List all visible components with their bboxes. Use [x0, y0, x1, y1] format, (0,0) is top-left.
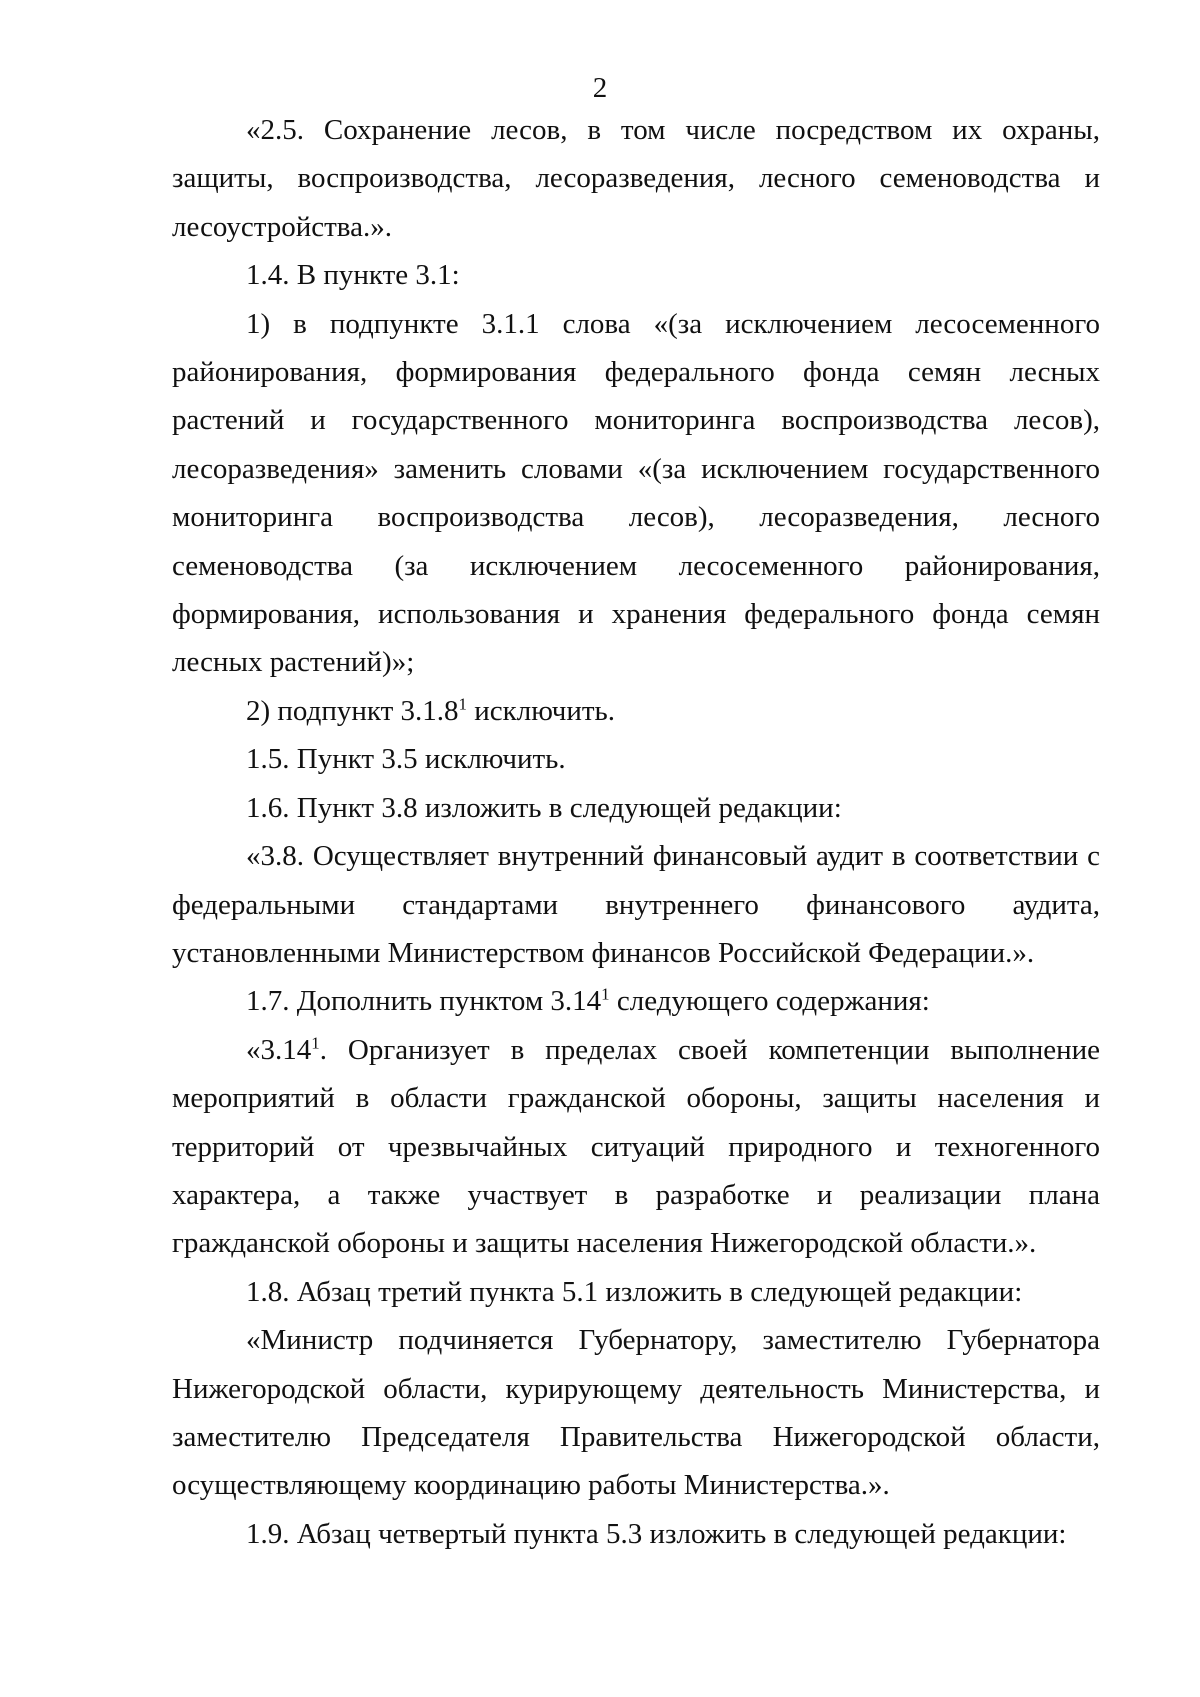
- paragraph-text: . Организует в пределах своей компетенции выполнение мероприятий в области гражданской обороны, защиты населения и территорий от чрезвычайных ситуаций природного и техногенного характера, а также участвует в разработке и реализации плана гражданской обороны и защиты населения Нижегородской области.».: [172, 1033, 1100, 1260]
- paragraph-1-9: 1.9. Абзац четвертый пункта 5.3 изложить в следующей редакции:: [246, 1517, 1067, 1550]
- superscript: 1: [311, 1033, 320, 1053]
- superscript: 1: [601, 984, 610, 1004]
- paragraph-text: исключить.: [467, 694, 616, 727]
- paragraph-text: 1.7. Дополнить пунктом 3.14: [246, 985, 602, 1018]
- paragraph-3-14-1-quote: [172, 1026, 1100, 1268]
- paragraph-1-4-item-2: [172, 687, 1100, 735]
- paragraph-1-5: 1.5. Пункт 3.5 исключить.: [246, 743, 566, 776]
- paragraph-3-8-quote: «3.8. Осуществляет внутренний финансовый аудит в соответствии с федеральными стандартами внутреннего финансового аудита, установленными Министерством финансов Российской Федерации.».: [172, 840, 1100, 969]
- document-body: [172, 106, 1100, 1558]
- superscript: 1: [458, 694, 468, 714]
- paragraph-1-4-item-1: 1) в подпункте 3.1.1 слова «(за исключением лесосеменного районирования, формирования федерального фонда семян лесных растений и государственного мониторинга воспроизводства лесов), лесоразведения» заменить словами «(за исключением государственного мониторинга воспроизводства лесов), лесоразведения, лесного семеноводства (за исключением лесосеменного районирования, формирования, использования и хранения федерального фонда семян лесных растений)»;: [172, 307, 1100, 679]
- paragraph-text: 2) подпункт 3.1.8: [246, 694, 459, 727]
- paragraph-2-5-quote: «2.5. Сохранение лесов, в том числе посредством их охраны, защиты, воспроизводства, лесоразведения, лесного семеноводства и лесоустройства.».: [172, 114, 1100, 243]
- paragraph-1-7: [172, 977, 1100, 1025]
- paragraph-1-4: 1.4. В пункте 3.1:: [246, 259, 460, 292]
- paragraph-text: «3.14: [246, 1033, 312, 1066]
- paragraph-1-8: 1.8. Абзац третий пункта 5.1 изложить в следующей редакции:: [246, 1275, 1023, 1308]
- paragraph-text: следующего содержания:: [609, 985, 930, 1018]
- paragraph-1-6: 1.6. Пункт 3.8 изложить в следующей редакции:: [246, 791, 842, 824]
- page-number: 2: [592, 72, 608, 104]
- paragraph-5-1-quote: «Министр подчиняется Губернатору, заместителю Губернатора Нижегородской области, курирующему деятельность Министерства, и заместителю Председателя Правительства Нижегородской области, осуществляющему координацию работы Министерства.».: [172, 1324, 1100, 1502]
